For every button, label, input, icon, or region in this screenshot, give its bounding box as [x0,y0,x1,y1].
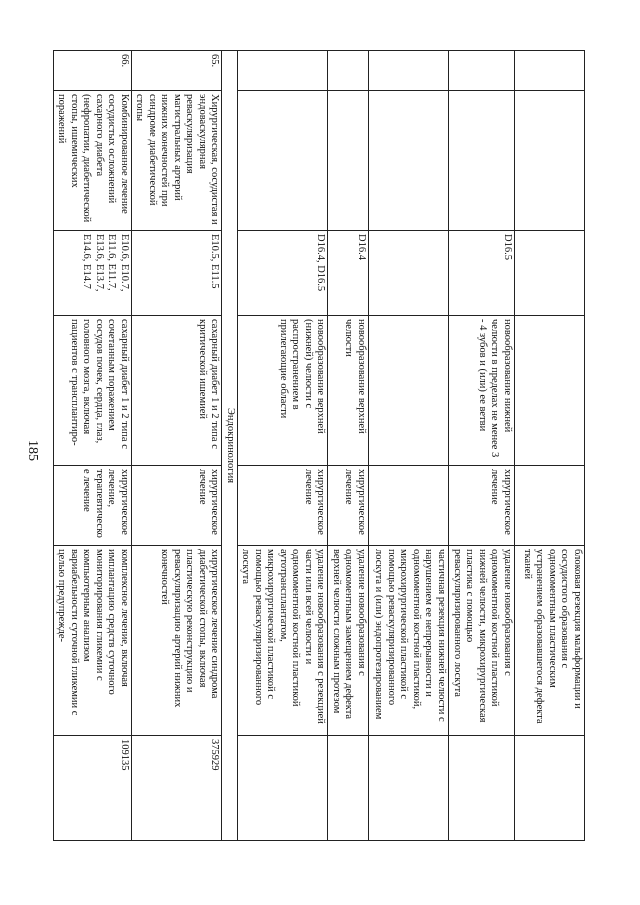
cell-name [238,91,329,231]
cell-method: блоковая резекция мальформации и сосудистого образования с одномоментным пластическим устранением образовавшегося дефекта тканей [515,546,585,736]
cell-treatment: хирургическое лечение [238,466,329,546]
cell-treatment: хирургическое лечение [132,466,223,546]
cell-no [238,51,329,91]
cell-no: 66. [54,51,132,91]
table-row [515,51,585,841]
cell-treatment [515,466,585,546]
cell-cost [515,736,585,841]
cell-code: E10.5, E11.5 [132,231,223,316]
cell-method: удаление новообразования с резекцией части или всей челюсти и одномоментной костной пластикой аутотрансплантатом, микрохирургической пластикой с помощью реваскуляризированного лоскута [238,546,329,736]
cell-treatment: хирургическое лечение [449,466,515,546]
cell-treatment: хирургическое лечение [328,466,369,546]
cell-model: новообразование нижней челюсти в пределах не менее 3 - 4 зубов и (или) ее ветви [449,316,515,466]
page-number: 185 [25,440,40,461]
cell-model: сахарный диабет 1 и 2 типа с сочетанным поражением сосудов почек, сердца, глаз, головного мозга, включая пациентов с трансплантиро- [54,316,132,466]
cell-no [328,51,369,91]
cell-model: новообразование верхней (нижней) челюсти с распространением в прилегающие области [238,316,329,466]
table-row [449,51,515,841]
cell-no [449,51,515,91]
medical-care-table [53,50,585,841]
cell-method: удаление новообразования с одномоментной костной пластикой нижней челюсти, микрохирургическая пластика с помощью реваскуляризированного лоскута [449,546,515,736]
cell-name [515,91,585,231]
cell-model [515,316,585,466]
cell-code: E10.6, E10.7, E11.6, E11.7, E13.6, E13.7, E14.6, E14.7 [54,231,132,316]
cell-name [328,91,369,231]
cell-name: Хирургическая, сосудистая и эндоваскулярная реваскуляризация магистральных артерий нижних конечностей при синдроме диабетической стопы [132,91,223,231]
cell-no [369,51,449,91]
cell-treatment: хирургическое лечение, терапевтическое лечение [54,466,132,546]
table-row [132,51,223,841]
cell-cost: 375929 [132,736,223,841]
cell-name: Комбинированное лечение сосудистых осложнений сахарного диабета (нефропатии, диабетической стопы, ишемических поражений [54,91,132,231]
cell-cost: 109135 [54,736,132,841]
cell-cost [328,736,369,841]
table-row [369,51,449,841]
cell-cost [238,736,329,841]
cell-treatment [369,466,449,546]
cell-method: хирургическое лечение синдрома диабетической стопы, включая пластическую реконструкцию и реваскуляризацию артерий нижних конечностей [132,546,223,736]
cell-no: 65. [132,51,223,91]
cell-model: новообразование верхней челюсти [328,316,369,466]
cell-code: D16.4 [328,231,369,316]
table-row [238,51,329,841]
cell-method: комплексное лечение, включая имплантацию средств суточного мониторирования гликемии с компьютерным анализом вариабельности суточной гликемии с целью предупрежде- [54,546,132,736]
cell-cost [369,736,449,841]
cell-method: удаление новообразования с одномоментным замещением дефекта верхней челюсти сложным протезом [328,546,369,736]
cell-method: частичная резекция нижней челюсти с нарушением ее непрерывности и одномоментной костной пластикой, микрохирургической пластикой с помощью реваскуляризированного лоскута и (или) эндопротезированием [369,546,449,736]
section-row [222,51,238,841]
cell-code [369,231,449,316]
cell-code: D16.4, D16.5 [238,231,329,316]
section-header-endocrinology: Эндокринология [222,51,238,841]
table-row [328,51,369,841]
rotated-table-container [55,50,585,840]
cell-code: D16.5 [449,231,515,316]
cell-name [369,91,449,231]
cell-no [515,51,585,91]
cell-model: сахарный диабет 1 и 2 типа с критической ишемией [132,316,223,466]
cell-cost [449,736,515,841]
cell-model [369,316,449,466]
cell-code [515,231,585,316]
table-row [54,51,132,841]
cell-name [449,91,515,231]
